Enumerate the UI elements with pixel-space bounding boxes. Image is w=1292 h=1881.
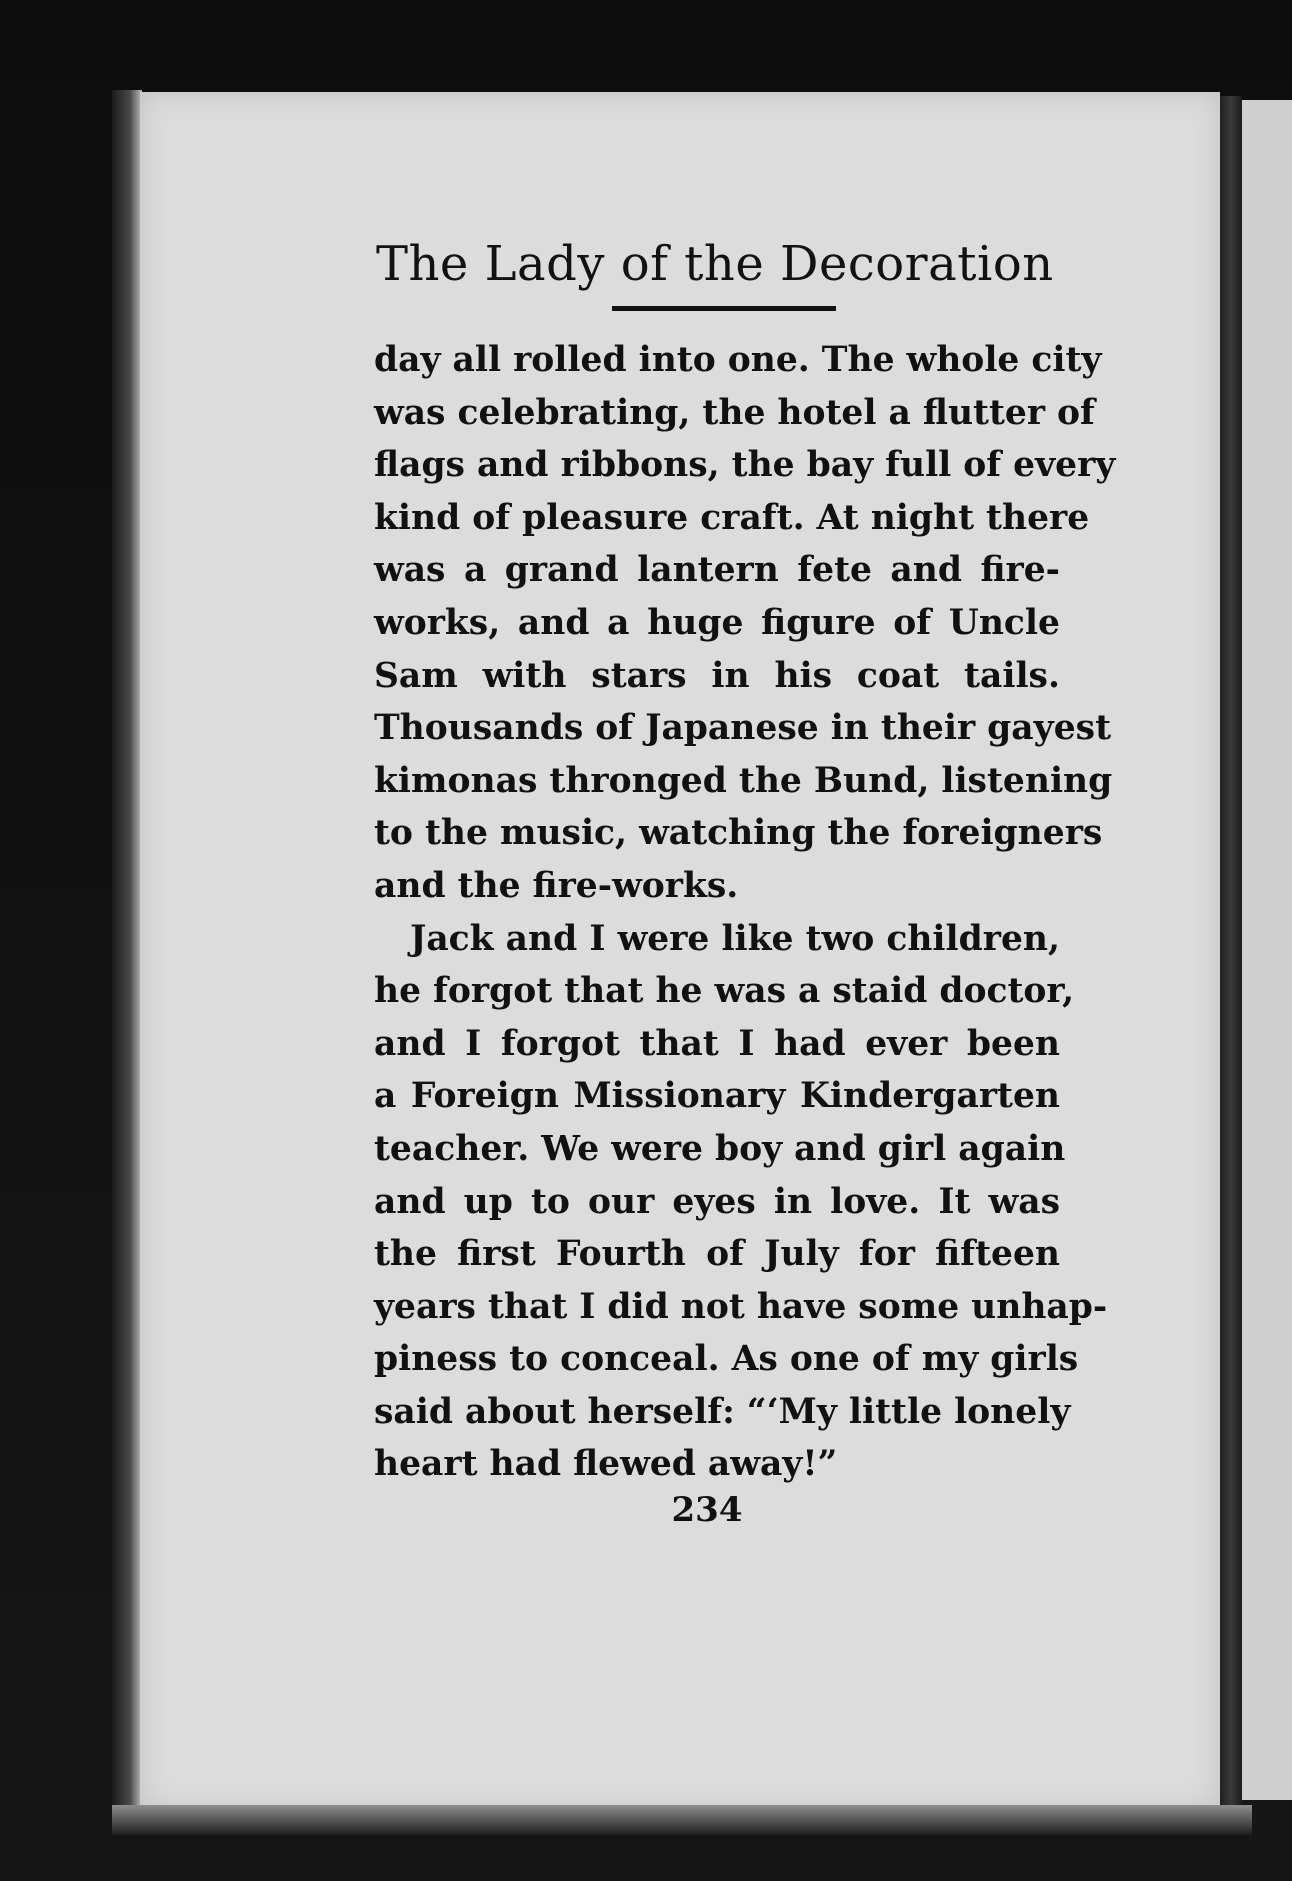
running-head-rule <box>612 306 836 311</box>
text-line: kind of pleasure craft. At night there <box>374 497 1090 538</box>
text-line: day all rolled into one. The whole city <box>374 340 1102 380</box>
text-line: he forgot that he was a staid doctor, <box>374 971 1075 1012</box>
text-line: was a grand lantern fete and fire- <box>374 550 1060 591</box>
text-line: flags and ribbons, the bay full of every <box>374 445 1116 486</box>
text-line: a Foreign Missionary Kindergarten <box>374 1076 1060 1117</box>
text-line: to the music, watching the foreigners <box>374 813 1103 854</box>
text-line: was celebrating, the hotel a flutter of <box>374 392 1095 433</box>
text-line: works, and a huge figure of Uncle <box>374 602 1060 643</box>
page-bottom-edge <box>112 1805 1252 1835</box>
page-left-edge <box>112 90 142 1815</box>
text-line: years that I did not have some unhap- <box>374 1286 1108 1327</box>
text-line: teacher. We were boy and girl again <box>374 1128 1066 1169</box>
text-line: Jack and I were like two children, <box>410 918 1060 959</box>
paragraph-1 <box>374 334 1116 913</box>
text-line: and the fire-works. <box>374 865 739 906</box>
text-line: and I forgot that I had ever been <box>374 1023 1060 1064</box>
text-line: heart had flewed away!” <box>374 1444 838 1485</box>
text-line: piness to conceal. As one of my girls <box>374 1339 1079 1380</box>
running-head: The Lady of the Decoration <box>376 236 1054 292</box>
page-number: 234 <box>671 1490 743 1530</box>
body-text <box>374 334 1116 1491</box>
text-line: said about herself: “‘My little lonely <box>374 1391 1071 1432</box>
text-line: Sam with stars in his coat tails. <box>374 655 1060 696</box>
text-line: Thousands of Japanese in their gayest <box>374 708 1111 749</box>
text-line: the first Fourth of July for fifteen <box>374 1234 1060 1275</box>
paragraph-2 <box>374 913 1108 1492</box>
text-line: and up to our eyes in love. It was <box>374 1181 1060 1222</box>
text-line: kimonas thronged the Bund, listening <box>374 760 1113 801</box>
page-gutter <box>1220 96 1242 1826</box>
